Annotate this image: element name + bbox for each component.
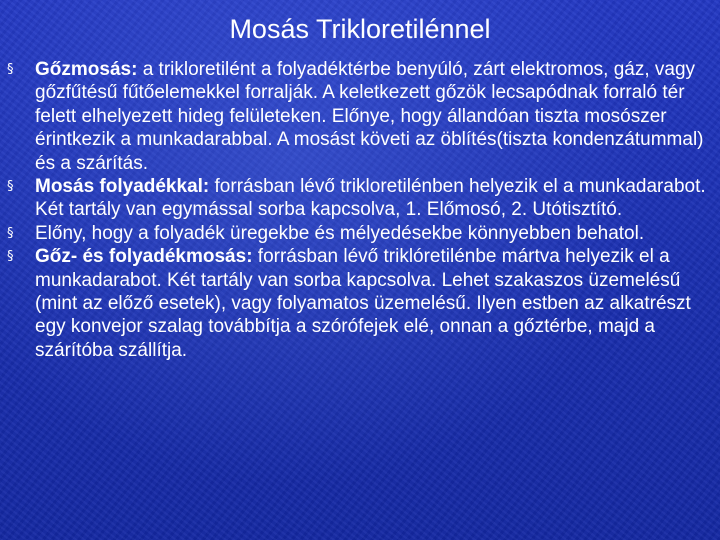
bullet-item-liquid-washing (0, 175, 720, 222)
bullet-term: Gőz- és folyadékmosás: (35, 246, 253, 268)
section-sign-icon: § (7, 179, 14, 195)
bullet-list (0, 58, 720, 362)
bullet-item-advantage (0, 222, 720, 245)
bullet-text: Előny, hogy a folyadék üregekbe és mélyedésekbe könnyebben behatol. (35, 222, 645, 244)
bullet-text: a trikloretilént a folyadéktérbe benyúló, zárt elektromos, gáz, vagy gőzfűtésű fűtőelemekkel forralják. A keletkezett gőzök lecsapódnak forraló tér felett elhelyezett hideg felületeken. Előnye, hogy állandóan tiszta mosószer érintkezik a munkadarabbal. A mosást követi az öblítés(tiszta kondenzátummal) és a szárítás. (35, 59, 704, 174)
bullet-item-steam-washing (0, 58, 720, 175)
section-sign-icon: § (7, 62, 14, 77)
bullet-item-steam-and-liquid-washing (0, 245, 720, 362)
bullet-term: Gőzmosás: (35, 59, 138, 80)
bullet-text: forrásban lévő trikloretilénben helyezik el a munkadarabot. Két tartály van egymással sorba kapcsolva, 1. Előmosó, 2. Utótisztító. (35, 176, 706, 221)
bullet-text: forrásban lévő triklóretilénbe mártva helyezik el a munkadarabot. Két tartály van sorba kapcsolva. Lehet szakaszos üzemelésű (mint az előző esetek), vagy folyamatos üzemelésű. Ilyen estben az alkatrészt egy konvejor szalag továbbítja a szórófejek elé, onnan a gőztérbe, majd a szárítóba szállítja. (35, 246, 691, 361)
section-sign-icon: § (7, 249, 14, 265)
section-sign-icon: § (7, 225, 14, 241)
slide-title: Mosás Trikloretilénnel (229, 14, 491, 44)
bullet-term: Mosás folyadékkal: (35, 176, 210, 198)
